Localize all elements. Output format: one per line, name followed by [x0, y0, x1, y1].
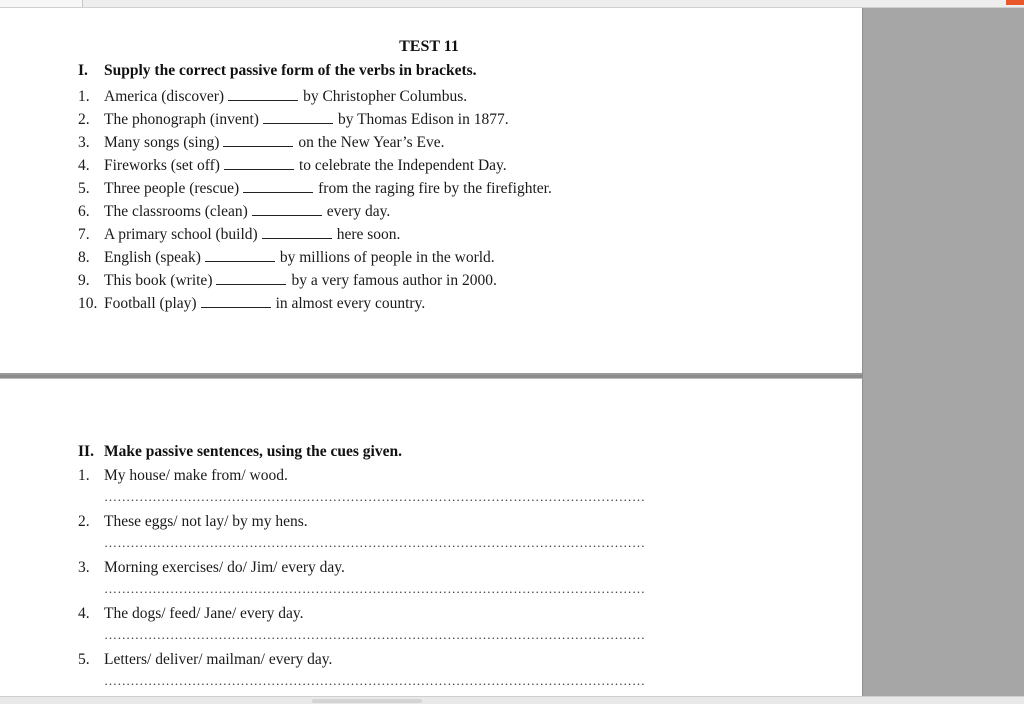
- question-number: 9.: [78, 272, 90, 289]
- question-number: 10.: [78, 295, 98, 312]
- question-row: [78, 132, 444, 152]
- question-number: 8.: [78, 249, 90, 266]
- question-number: 4.: [78, 157, 90, 174]
- question-row: [78, 270, 497, 290]
- doc-title: TEST 11: [399, 38, 459, 55]
- scrollbar-thumb[interactable]: [312, 699, 422, 703]
- question-row: [78, 178, 552, 198]
- question-row: [78, 201, 390, 221]
- question-text: English (speak): [104, 249, 201, 266]
- question-continuation: in almost every country.: [275, 295, 426, 312]
- question-text: Football (play): [104, 295, 197, 312]
- question-text: The classrooms (clean): [104, 203, 248, 220]
- cue-row: [78, 559, 345, 577]
- question-number: 2.: [78, 111, 90, 128]
- answer-blank: [201, 293, 271, 308]
- tab-edge: [0, 0, 83, 7]
- answer-blank: [243, 178, 313, 193]
- question-continuation: every day.: [326, 203, 391, 220]
- cue-number: 5.: [78, 651, 90, 668]
- section-2-heading: [78, 443, 402, 461]
- cue-number: 4.: [78, 605, 90, 622]
- answer-line: ……………………………………………………………………………………………………………: [104, 491, 646, 503]
- question-text: A primary school (build): [104, 226, 258, 243]
- cue-number: 2.: [78, 513, 90, 530]
- answer-blank: [252, 201, 322, 216]
- answer-blank: [263, 109, 333, 124]
- section-1-heading-text: Supply the correct passive form of the verbs in brackets.: [104, 62, 477, 79]
- question-text: Three people (rescue): [104, 180, 240, 197]
- question-row: [78, 247, 495, 267]
- question-continuation: by a very famous author in 2000.: [291, 272, 497, 289]
- question-number: 3.: [78, 134, 90, 151]
- question-continuation: by millions of people in the world.: [279, 249, 495, 266]
- question-number: 1.: [78, 88, 90, 105]
- cue-text: Letters/ deliver/ mailman/ every day.: [104, 651, 333, 668]
- question-text: The phonograph (invent): [104, 111, 259, 128]
- question-row: [78, 155, 507, 175]
- answer-line: ……………………………………………………………………………………………………………: [104, 583, 646, 595]
- cue-number: 3.: [78, 559, 90, 576]
- answer-blank: [262, 224, 332, 239]
- question-row: [78, 86, 467, 106]
- question-row: [78, 224, 400, 244]
- question-continuation: to celebrate the Independent Day.: [298, 157, 507, 174]
- question-row: [78, 109, 509, 129]
- question-row: [78, 293, 425, 313]
- cue-number: 1.: [78, 467, 90, 484]
- answer-blank: [224, 155, 294, 170]
- question-continuation: by Christopher Columbus.: [303, 88, 468, 105]
- question-text: Many songs (sing): [104, 134, 220, 151]
- question-number: 7.: [78, 226, 90, 243]
- cue-text: These eggs/ not lay/ by my hens.: [104, 513, 308, 530]
- cue-row: [78, 467, 288, 485]
- top-toolbar-strip: [0, 0, 1024, 8]
- question-continuation: on the New Year’s Eve.: [298, 134, 445, 151]
- cue-text: My house/ make from/ wood.: [104, 467, 288, 484]
- answer-line: ……………………………………………………………………………………………………………: [104, 675, 646, 687]
- question-number: 5.: [78, 180, 90, 197]
- page-2: [0, 378, 863, 697]
- cue-row: [78, 605, 304, 623]
- question-text: This book (write): [104, 272, 213, 289]
- question-continuation: by Thomas Edison in 1877.: [337, 111, 509, 128]
- section-2-roman: II.: [78, 443, 94, 460]
- answer-blank: [228, 86, 298, 101]
- question-number: 6.: [78, 203, 90, 220]
- section-1-heading: [78, 62, 477, 80]
- question-text: America (discover): [104, 88, 225, 105]
- question-continuation: here soon.: [336, 226, 401, 243]
- question-continuation: from the raging fire by the firefighter.: [318, 180, 552, 197]
- section-1-roman: I.: [78, 62, 88, 79]
- cue-row: [78, 513, 308, 531]
- cue-text: The dogs/ feed/ Jane/ every day.: [104, 605, 304, 622]
- answer-blank: [216, 270, 286, 285]
- section-2-heading-text: Make passive sentences, using the cues given.: [104, 443, 402, 460]
- cue-text: Morning exercises/ do/ Jim/ every day.: [104, 559, 345, 576]
- answer-line: ……………………………………………………………………………………………………………: [104, 537, 646, 549]
- answer-blank: [223, 132, 293, 147]
- cue-row: [78, 651, 332, 669]
- answer-line: ……………………………………………………………………………………………………………: [104, 629, 646, 641]
- page-1: [0, 8, 863, 375]
- answer-blank: [205, 247, 275, 262]
- accent-marker: [1006, 0, 1024, 5]
- question-text: Fireworks (set off): [104, 157, 220, 174]
